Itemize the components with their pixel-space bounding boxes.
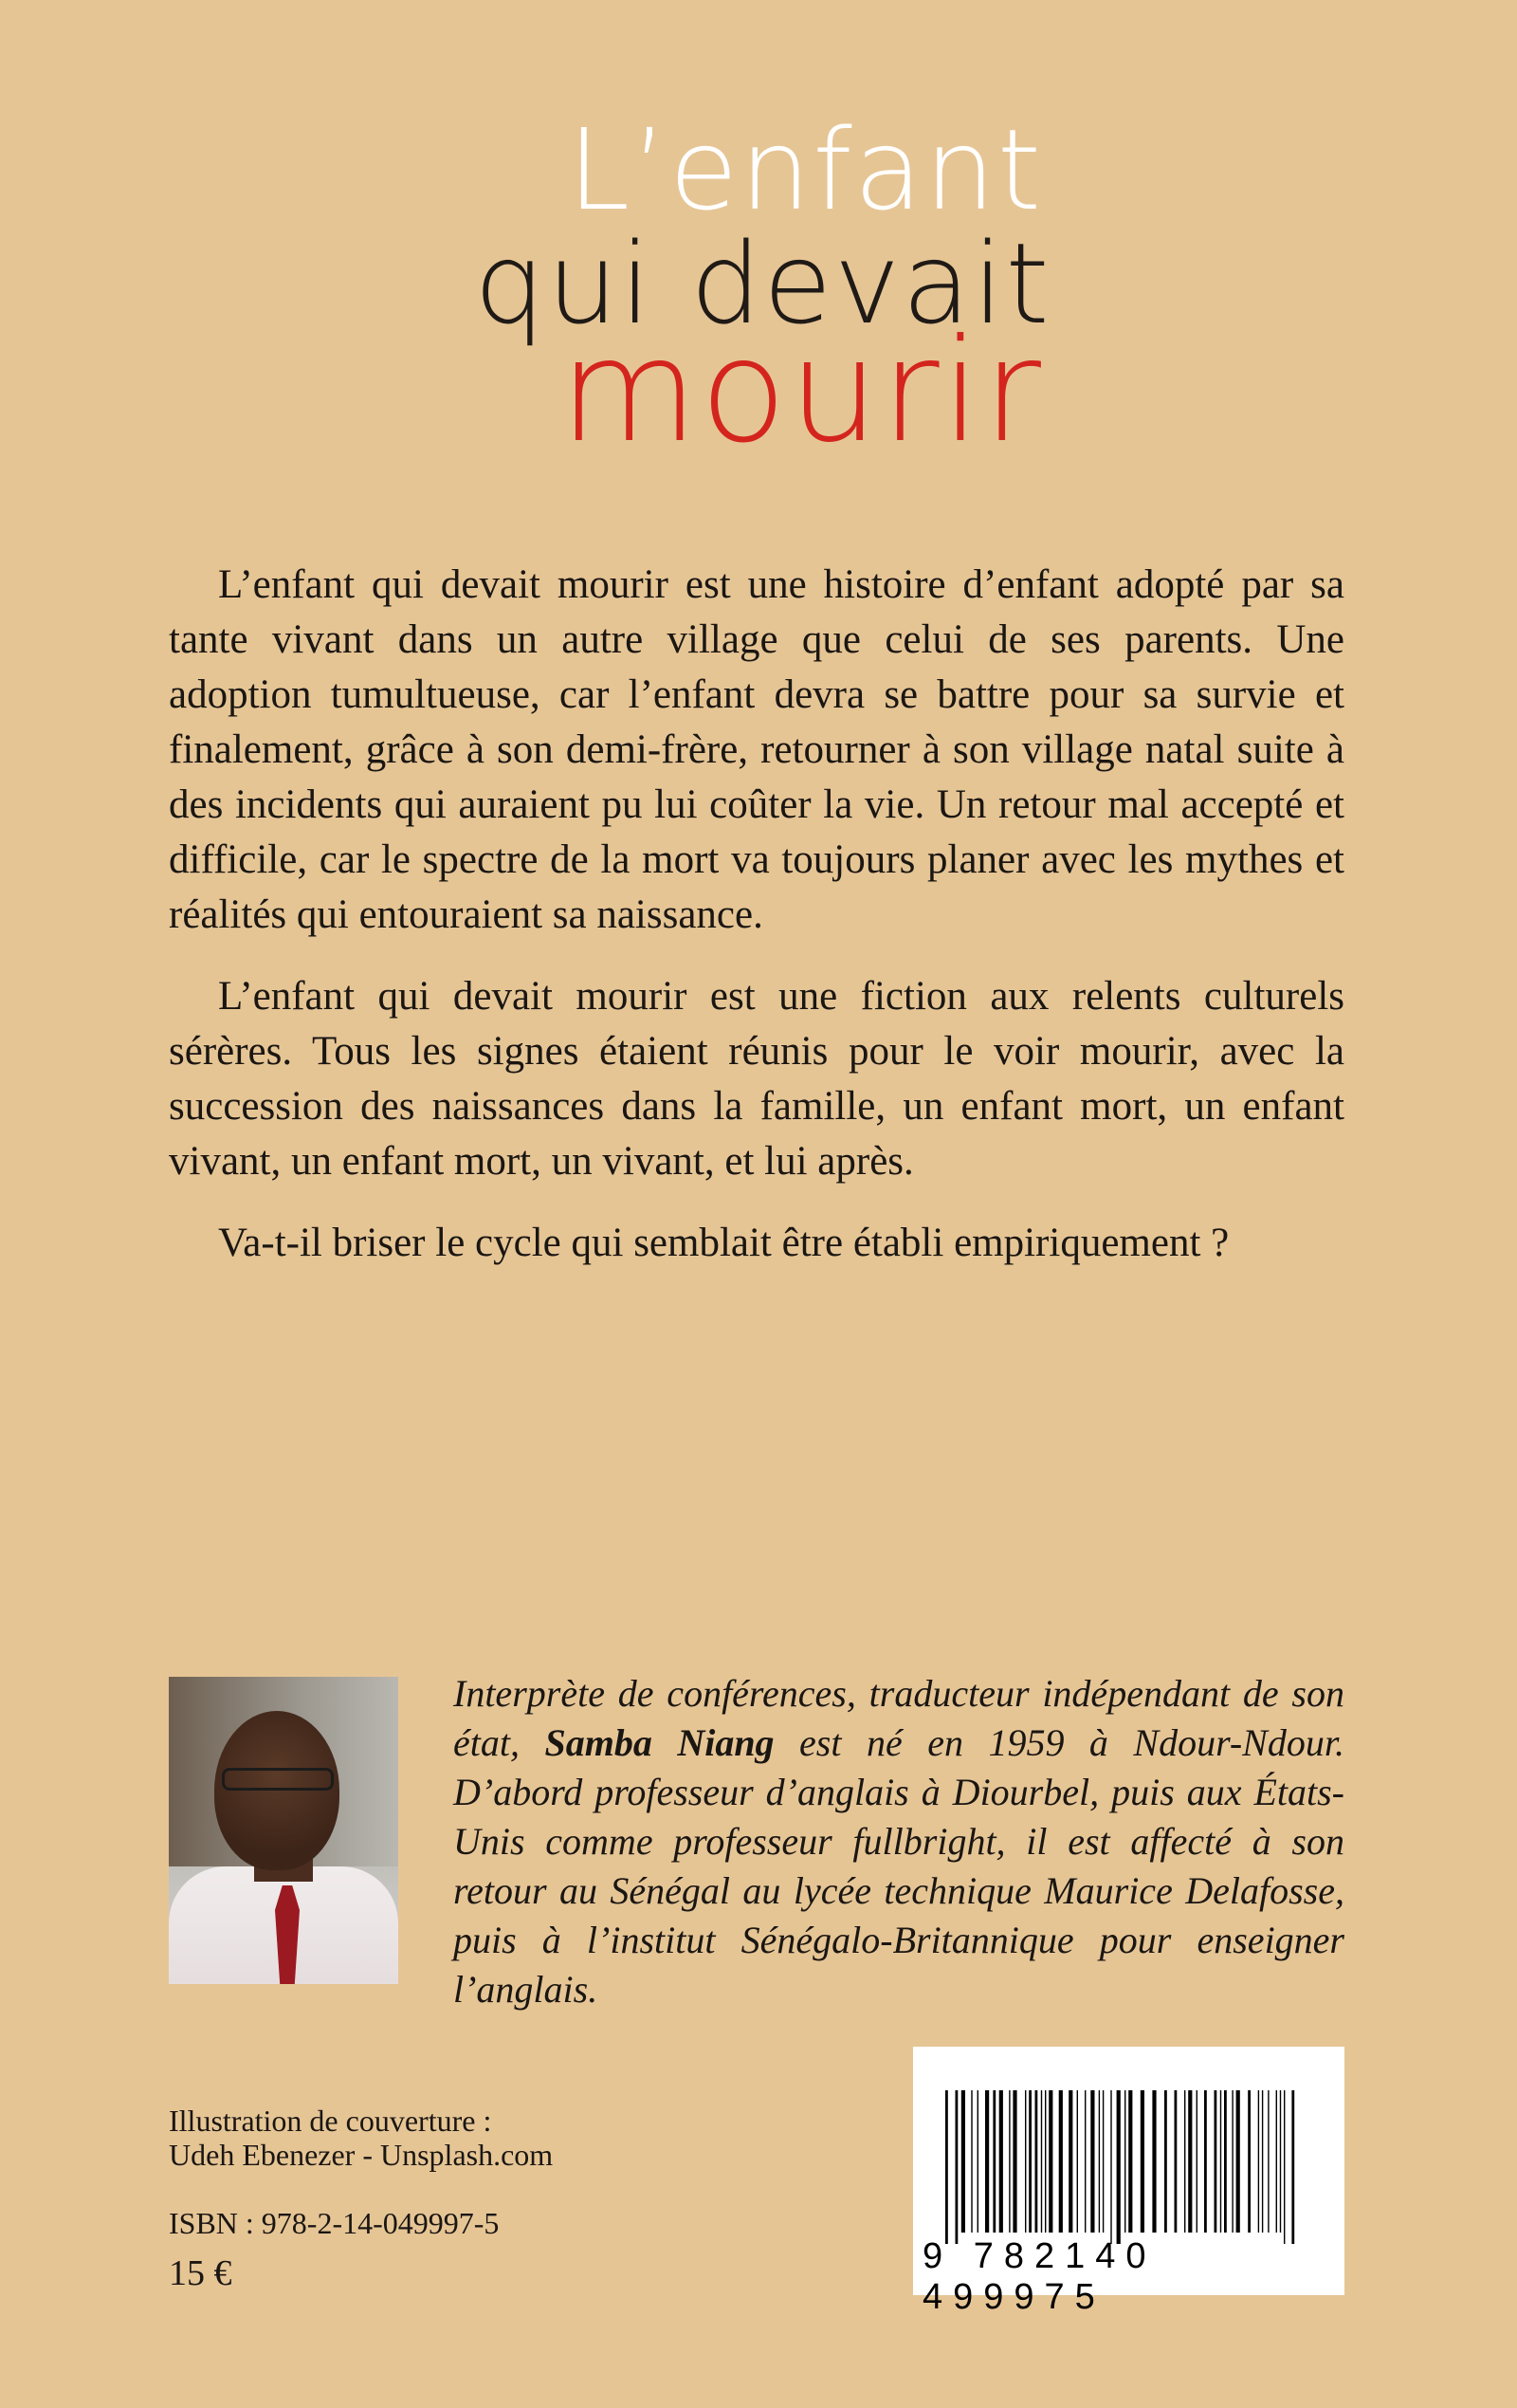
barcode-bar [1276, 2090, 1277, 2233]
book-title [474, 104, 1051, 474]
barcode-bar [1009, 2090, 1010, 2233]
barcode-bar [999, 2090, 1003, 2233]
barcode-bar [1236, 2090, 1240, 2233]
isbn-number: ISBN : 978-2-14-049997-5 [169, 2206, 500, 2240]
barcode-bar [1099, 2090, 1100, 2233]
barcode-bar [1117, 2090, 1121, 2244]
barcode-digits: 9 782140 499975 [923, 2236, 1157, 2317]
barcode-bar [1110, 2090, 1111, 2244]
barcode-bar [1280, 2090, 1281, 2233]
barcode-bar [1029, 2090, 1032, 2233]
barcode-bar [1164, 2090, 1167, 2233]
barcode-bar [1090, 2090, 1094, 2233]
barcode-bar [945, 2090, 948, 2244]
barcode-bar [1262, 2090, 1263, 2233]
barcode-bar [1013, 2090, 1016, 2233]
barcode-bars [926, 2090, 1330, 2244]
author-bio [453, 1669, 1344, 2014]
title-line-3: mourir [559, 309, 1043, 474]
bio-text-after: est né en 1959 à Ndour-Ndour. D’abord professeur d’anglais à Diourbel, puis aux États-Unis comme professeur fullbright, il est affecté à son retour au Sénégal au lycée technique Maurice Delafosse, puis à l’institut Sénégalo-Britannique pour enseigner l’anglais. [453, 1721, 1344, 2011]
barcode-bar [1291, 2090, 1294, 2244]
barcode-bar [985, 2090, 989, 2233]
price: 15 € [169, 2253, 232, 2293]
barcode-bar [1069, 2090, 1072, 2233]
title-line-2: qui devait [474, 218, 1051, 349]
barcode-bar [1220, 2090, 1221, 2233]
barcode-bar [1128, 2090, 1132, 2233]
barcode-bar [1184, 2090, 1185, 2233]
barcode-bar [1085, 2090, 1086, 2233]
barcode-bar [1284, 2090, 1285, 2244]
barcode-bar [1141, 2090, 1144, 2233]
barcode-bar [1224, 2090, 1227, 2233]
blurb-paragraph-1: L’enfant qui devait mourir est une histoire d’enfant adopté par sa tante vivant dans un autre village que celui de ses parents. Une adoption tumultueuse, car l’enfant devra se battre pour sa survie et finalement, grâce à son demi-frère, retourner à son village natal suite à des incidents qui auraient pu lui coûter la vie. Un retour mal accepté et difficile, car le spectre de la mort va toujours planer avec les mythes et réalités qui entouraient sa naissance. [169, 562, 1344, 937]
barcode [913, 2047, 1344, 2317]
barcode-bar [961, 2090, 965, 2233]
barcode-bar [1175, 2090, 1178, 2233]
blurb-paragraph-3: Va-t-il briser le cycle qui semblait être établi empiriquement ? [218, 1221, 1230, 1265]
barcode-bar [1258, 2090, 1259, 2233]
title-line-1: L’enfant [567, 104, 1043, 235]
barcode-bar [1045, 2090, 1046, 2233]
barcode-bar [1204, 2090, 1207, 2233]
barcode-bar [1103, 2090, 1104, 2233]
barcode-bar [1025, 2090, 1026, 2233]
barcode-bar [1035, 2090, 1038, 2233]
credits-line-2: Udeh Ebenezer - Unsplash.com [169, 2138, 554, 2172]
author-photo [169, 1677, 398, 1984]
cover-credits [169, 2104, 643, 2172]
back-cover-blurb [169, 558, 1344, 1297]
barcode-bar [956, 2090, 959, 2244]
barcode-bar [993, 2090, 996, 2233]
barcode-bar [1152, 2090, 1156, 2233]
barcode-bar [1215, 2090, 1217, 2233]
author-name: Samba Niang [544, 1721, 775, 1764]
barcode-bar [1077, 2090, 1078, 2233]
barcode-bar [1041, 2090, 1042, 2233]
barcode-bar [1232, 2090, 1233, 2233]
barcode-bar [1268, 2090, 1269, 2233]
credits-line-1: Illustration de couverture : [169, 2104, 492, 2138]
barcode-bar [1124, 2090, 1125, 2233]
barcode-bar [1188, 2090, 1192, 2233]
bio-text-before: Interprète de conférences, traducteur indépendant de son état, [453, 1672, 1344, 1764]
barcode-bar [971, 2090, 972, 2233]
barcode-bar [1049, 2090, 1052, 2233]
blurb-paragraph-2: L’enfant qui devait mourir est une fiction aux relents culturels sérères. Tous les signes étaient réunis pour le voir mourir, avec la succession des naissances dans la famille, un enfant mort, un enfant vivant, un enfant mort, un vivant, et lui après. [169, 974, 1344, 1184]
barcode-bar [1248, 2090, 1251, 2233]
barcode-bar [1059, 2090, 1063, 2233]
